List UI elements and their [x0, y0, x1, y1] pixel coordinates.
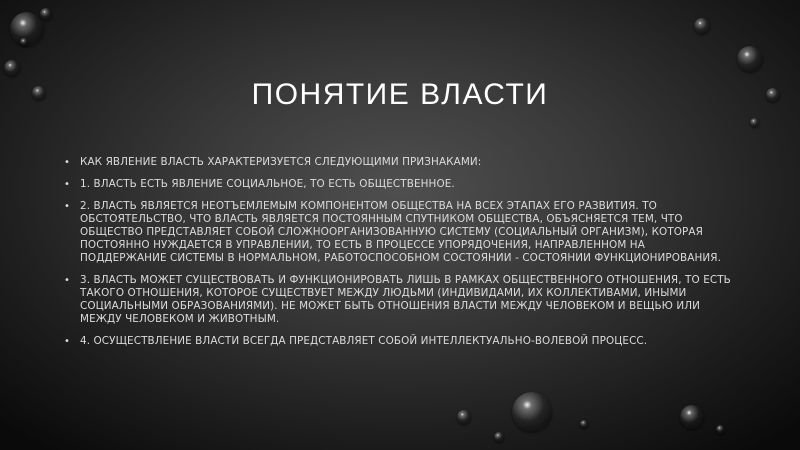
- water-droplet-icon: [20, 38, 28, 46]
- bullet-item: [64, 178, 734, 191]
- bullet-item: [64, 335, 734, 348]
- water-droplet-icon: [512, 392, 552, 432]
- water-droplet-icon: [40, 8, 52, 20]
- water-droplet-icon: [457, 410, 471, 424]
- water-droplet-icon: [694, 18, 710, 34]
- bullet-text: 4. ОСУЩЕСТВЛЕНИЕ ВЛАСТИ ВСЕГДА ПРЕДСТАВЛЯЕТ СОБОЙ ИНТЕЛЛЕКТУАЛЬНО-ВОЛЕВОЙ ПРОЦЕСС.: [80, 335, 648, 347]
- bullet-item: [64, 156, 734, 169]
- bullet-marker: •: [64, 179, 70, 190]
- water-droplet-icon: [4, 60, 20, 76]
- bullet-text: 3. ВЛАСТЬ МОЖЕТ СУЩЕСТВОВАТЬ И ФУНКЦИОНИРОВАТЬ ЛИШЬ В РАМКАХ ОБЩЕСТВЕННОГО ОТНОШЕНИЯ, ТО ЕСТЬ ТАКОГО ОТНОШЕНИЯ, КОТОРОЕ СУЩЕСТВУЕТ МЕЖДУ ЛЮДЬМИ (ИНДИВИДАМИ, ИХ КОЛЛЕКТИВАМИ, ИНЫМИ СОЦИАЛЬНЫМИ ОБРАЗОВАНИЯМИ). НЕ МОЖЕТ БЫТЬ ОТНОШЕНИЯ ВЛАСТИ МЕЖДУ ЧЕЛОВЕКОМ И ВЕЩЬЮ ИЛИ МЕЖДУ ЧЕЛОВЕКОМ И ЖИВОТНЫМ.: [80, 274, 731, 325]
- bullet-list: [64, 156, 734, 357]
- water-droplet-icon: [580, 420, 588, 428]
- water-droplet-icon: [737, 46, 763, 72]
- water-droplet-icon: [716, 425, 725, 434]
- bullet-item: [64, 274, 734, 326]
- bullet-marker: •: [64, 336, 70, 347]
- bullet-text: 1. ВЛАСТЬ ЕСТЬ ЯВЛЕНИЕ СОЦИАЛЬНОЕ, ТО ЕСТЬ ОБЩЕСТВЕННОЕ.: [80, 178, 455, 190]
- bullet-marker: •: [64, 275, 70, 286]
- water-droplet-icon: [680, 405, 704, 429]
- bullet-marker: •: [64, 201, 70, 212]
- bullet-marker: •: [64, 157, 70, 168]
- bullet-text: 2. ВЛАСТЬ ЯВЛЯЕТСЯ НЕОТЪЕМЛЕМЫМ КОМПОНЕНТОМ ОБЩЕСТВА НА ВСЕХ ЭТАПАХ ЕГО РАЗВИТИЯ. ТО ОБСТОЯТЕЛЬСТВО, ЧТО ВЛАСТЬ ЯВЛЯЕТСЯ ПОСТОЯННЫМ СПУТНИКОМ ОБЩЕСТВА, ОБЪЯСНЯЕТСЯ ТЕМ, ЧТО ОБЩЕСТВО ПРЕДСТАВЛЯЕТ СОБОЙ СЛОЖНООРГАНИЗОВАННУЮ СИСТЕМУ (СОЦИАЛЬНЫЙ ОРГАНИЗМ), КОТОРАЯ ПОСТОЯННО НУЖДАЕТСЯ В УПРАВЛЕНИИ, ТО ЕСТЬ В ПРОЦЕССЕ УПОРЯДОЧЕНИЯ, НАПРАВЛЕННОМ НА ПОДДЕРЖАНИЕ СИСТЕМЫ В НОРМАЛЬНОМ, РАБОТОСПОСОБНОМ СОСТОЯНИИ - СОСТОЯНИИ ФУНКЦИОНИРОВАНИЯ.: [80, 200, 721, 264]
- water-droplet-icon: [494, 432, 504, 442]
- bullet-item: [64, 200, 734, 265]
- slide-title: ПОНЯТИЕ ВЛАСТИ: [251, 78, 549, 111]
- water-droplet-icon: [750, 118, 759, 127]
- bullet-text: КАК ЯВЛЕНИЕ ВЛАСТЬ ХАРАКТЕРИЗУЕТСЯ СЛЕДУЮЩИМИ ПРИЗНАКАМИ:: [80, 156, 482, 168]
